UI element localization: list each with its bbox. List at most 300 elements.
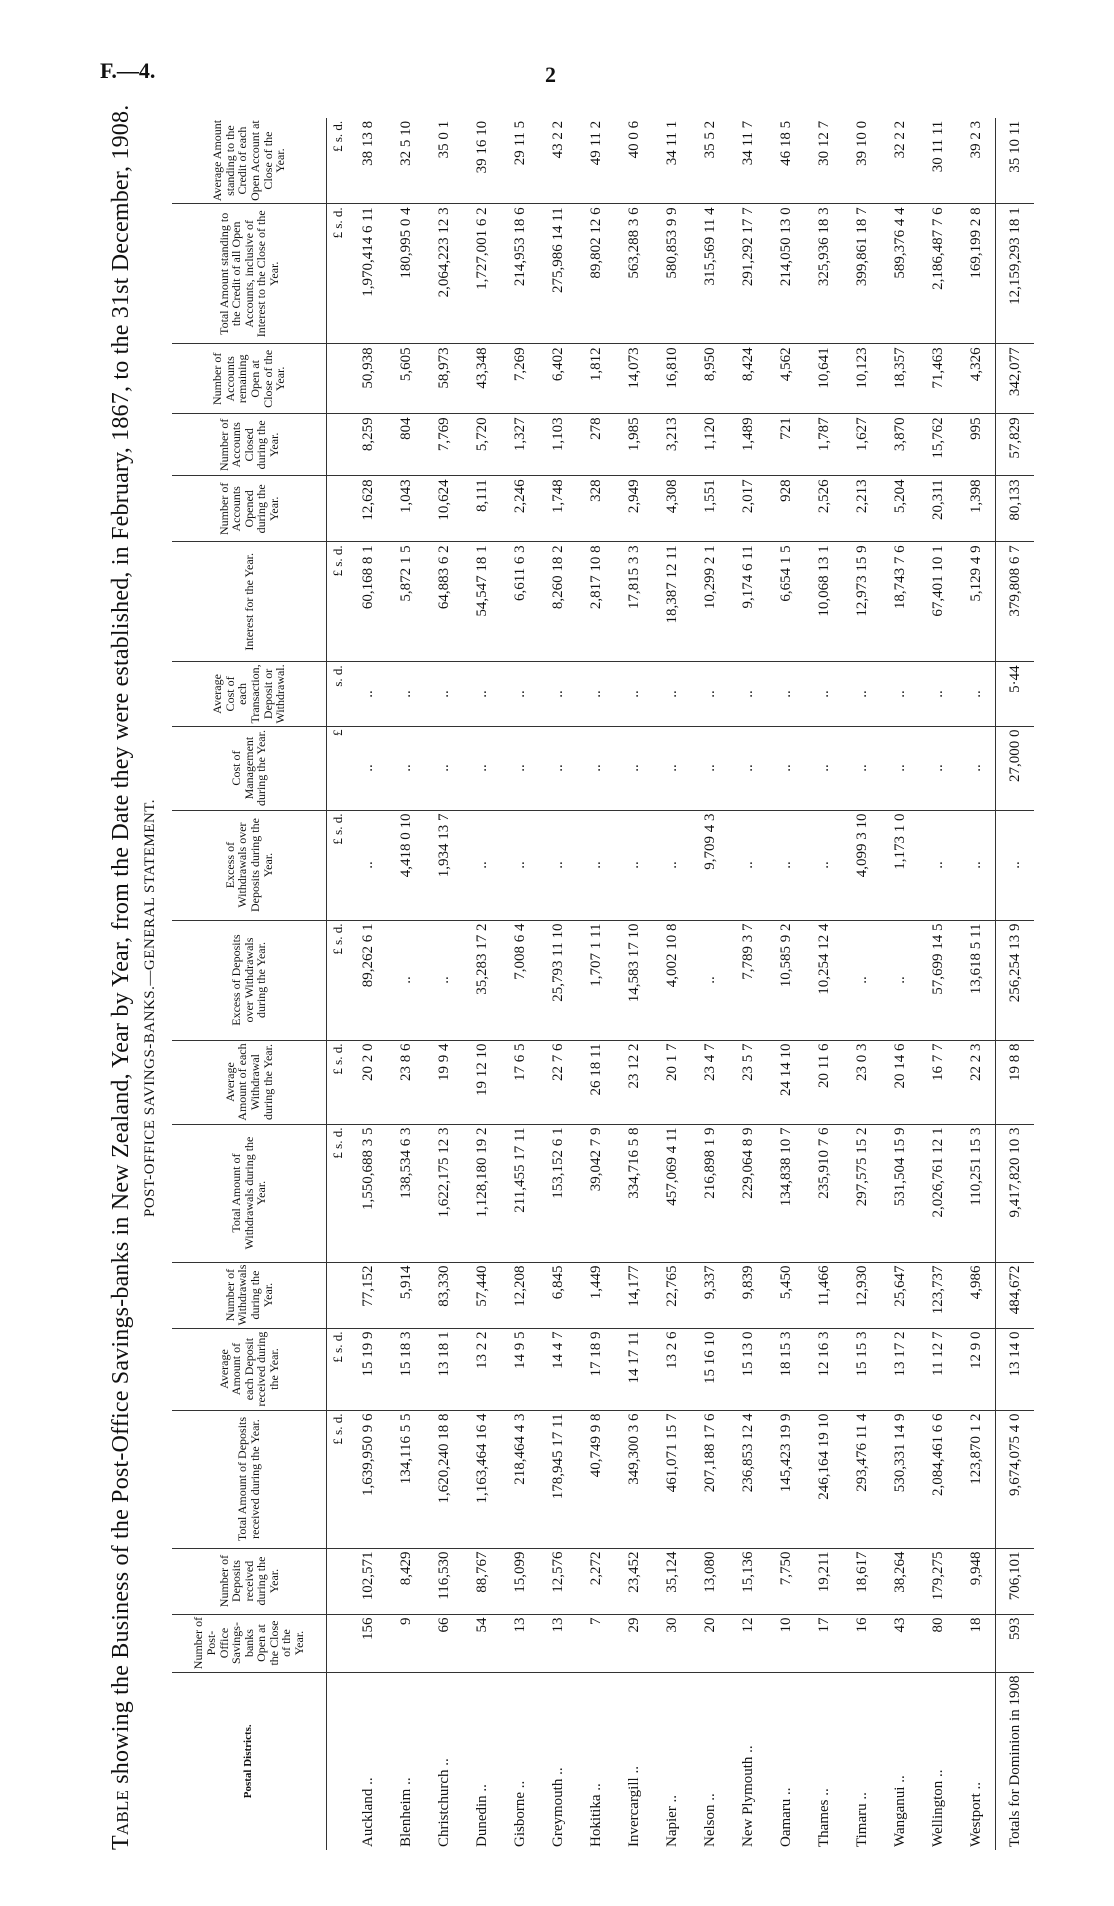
table-cell: 334,716 5 8: [615, 1124, 653, 1262]
table-cell: 5,720: [463, 414, 501, 476]
table-row: [919, 118, 957, 1850]
table-cell: 1,327: [501, 414, 539, 476]
table-row: [539, 118, 577, 1850]
table-cell: 49 11 2: [577, 118, 615, 204]
row-label: Nelson ..: [701, 1793, 718, 1847]
table-cell: 89,262 6 1: [349, 920, 387, 1040]
table-cell: 2,817 10 8: [577, 542, 615, 662]
row-label: Napier ..: [663, 1794, 680, 1847]
table-cell: 102,571: [349, 1548, 387, 1614]
table-cell: 2,246: [501, 476, 539, 542]
table-cell: 32 5 10: [387, 118, 425, 204]
table-row: [843, 118, 881, 1850]
table-cell: 13 17 2: [881, 1328, 919, 1410]
table-cell: 15,136: [729, 1548, 767, 1614]
table-cell: 6,611 6 3: [501, 542, 539, 662]
table-cell: 12,576: [539, 1548, 577, 1614]
table-cell: s. d.: [327, 662, 350, 726]
table-cell: 80: [919, 1614, 957, 1672]
table-cell: 46 18 5: [767, 118, 805, 204]
table-cell: ..: [691, 662, 729, 726]
table-cell: £ s. d.: [327, 1040, 350, 1124]
table-cell: 10,585 9 2: [767, 920, 805, 1040]
row-label: Invercargill ..: [625, 1766, 642, 1847]
table-cell: 169,199 2 8: [957, 204, 996, 344]
table-cell: 12,628: [349, 476, 387, 542]
table-cell: ..: [919, 810, 957, 920]
table-cell: 116,530: [425, 1548, 463, 1614]
table-cell: 50,938: [349, 344, 387, 414]
table-cell: 88,767: [463, 1548, 501, 1614]
table-cell: 38,264: [881, 1548, 919, 1614]
table-cell: 8,259: [349, 414, 387, 476]
table-cell: £ s. d.: [327, 204, 350, 344]
table-cell: 35,283 17 2: [463, 920, 501, 1040]
table-cell: 179,275: [919, 1548, 957, 1614]
table-cell: ..: [805, 810, 843, 920]
table-cell: 60,168 8 1: [349, 542, 387, 662]
table-cell: 22 7 6: [539, 1040, 577, 1124]
totals-row: [996, 118, 1035, 1850]
table-cell: 14 9 5: [501, 1328, 539, 1410]
table-cell: ..: [729, 810, 767, 920]
table-cell: 23 8 6: [387, 1040, 425, 1124]
table-cell: 8,111: [463, 476, 501, 542]
column-header: Number of Accounts Opened during the Year.: [172, 476, 327, 542]
table-cell: 145,423 19 9: [767, 1410, 805, 1548]
table-cell: 14,583 17 10: [615, 920, 653, 1040]
table-cell: 235,910 7 6: [805, 1124, 843, 1262]
table-cell: 5·44: [996, 662, 1035, 726]
table-cell: 20 14 6: [881, 1040, 919, 1124]
table-cell: ..: [501, 662, 539, 726]
table-row: [805, 118, 843, 1850]
table-cell: ..: [539, 810, 577, 920]
table-cell: 804: [387, 414, 425, 476]
table-cell: ..: [463, 662, 501, 726]
table-cell: ..: [577, 662, 615, 726]
row-label: Oamaru ..: [777, 1787, 794, 1847]
table-cell: 1,627: [843, 414, 881, 476]
table-cell: 26 18 11: [577, 1040, 615, 1124]
table-cell: 1,120: [691, 414, 729, 476]
table-cell: ..: [349, 810, 387, 920]
table-cell: 156: [349, 1614, 387, 1672]
table-cell: 138,534 6 3: [387, 1124, 425, 1262]
column-header: Average Amount of each Deposit received during the Year.: [172, 1328, 327, 1410]
table-cell: 1,812: [577, 344, 615, 414]
table-cell: ..: [501, 810, 539, 920]
table-cell: 23 4 7: [691, 1040, 729, 1124]
table-cell: 328: [577, 476, 615, 542]
row-label: Gisborne ..: [511, 1780, 528, 1847]
table-cell: 461,071 15 7: [653, 1410, 691, 1548]
table-cell: 23 0 3: [843, 1040, 881, 1124]
table-cell: £: [327, 726, 350, 810]
table-cell: 4,002 10 8: [653, 920, 691, 1040]
table-cell: [327, 1614, 350, 1672]
table-cell: 20,311: [919, 476, 957, 542]
table-cell: 7,769: [425, 414, 463, 476]
page-code: F.—4.: [100, 58, 156, 83]
table-row: [425, 118, 463, 1850]
table-cell: ..: [805, 662, 843, 726]
table-cell: 83,330: [425, 1262, 463, 1328]
table-cell: 64,883 6 2: [425, 542, 463, 662]
table-cell: 379,808 6 7: [996, 542, 1035, 662]
row-label: Thames ..: [815, 1788, 832, 1847]
table-cell: 89,802 12 6: [577, 204, 615, 344]
table-cell: 23 12 2: [615, 1040, 653, 1124]
row-label: Auckland ..: [359, 1777, 376, 1847]
table-subtitle: POST-OFFICE SAVINGS-BANKS.—GENERAL STATEMENT.: [142, 799, 158, 1218]
table-cell: 134,116 5 5: [387, 1410, 425, 1548]
table-cell: 123,870 1 2: [957, 1410, 996, 1548]
table-cell: 57,699 14 5: [919, 920, 957, 1040]
table-cell: 593: [996, 1614, 1035, 1672]
table-row: [691, 118, 729, 1850]
table-cell: 134,838 10 7: [767, 1124, 805, 1262]
table-title: [108, 104, 135, 1850]
table-cell: 12,159,293 18 1: [996, 204, 1035, 344]
table-cell: 1,551: [691, 476, 729, 542]
table-cell: 218,464 4 3: [501, 1410, 539, 1548]
table-cell: 39 16 10: [463, 118, 501, 204]
table-cell: 34 11 7: [729, 118, 767, 204]
table-cell: 19,211: [805, 1548, 843, 1614]
table-cell: 66: [425, 1614, 463, 1672]
units-row: [327, 118, 350, 1850]
table-cell: 5,914: [387, 1262, 425, 1328]
table-cell: 291,292 17 7: [729, 204, 767, 344]
table-cell: 325,936 18 3: [805, 204, 843, 344]
table-cell: 1,550,688 3 5: [349, 1124, 387, 1262]
table-cell: 4,562: [767, 344, 805, 414]
table-cell: [327, 1262, 350, 1328]
table-cell: 10,641: [805, 344, 843, 414]
table-cell: 18: [957, 1614, 996, 1672]
table-cell: 5,872 1 5: [387, 542, 425, 662]
table-cell: ..: [957, 810, 996, 920]
table-cell: 39 2 3: [957, 118, 996, 204]
table-cell: 6,402: [539, 344, 577, 414]
table-cell: ..: [767, 726, 805, 810]
table-cell: 2,186,487 7 6: [919, 204, 957, 344]
table-cell: 10,254 12 4: [805, 920, 843, 1040]
table-cell: [327, 1548, 350, 1614]
table-cell: 6,845: [539, 1262, 577, 1328]
table-row: [957, 118, 996, 1850]
table-body: [327, 118, 1035, 1850]
table-cell: 10,624: [425, 476, 463, 542]
table-cell: 12 9 0: [957, 1328, 996, 1410]
table-cell: 29: [615, 1614, 653, 1672]
table-cell: 14,177: [615, 1262, 653, 1328]
table-cell: 15 15 3: [843, 1328, 881, 1410]
table-cell: ..: [843, 920, 881, 1040]
column-header: Total Amount of Withdrawals during the Year.: [172, 1124, 327, 1262]
table-cell: ..: [387, 662, 425, 726]
table-cell: 40,749 9 8: [577, 1410, 615, 1548]
table-cell: ..: [805, 726, 843, 810]
row-label: Wellington ..: [929, 1769, 946, 1847]
table-cell: 71,463: [919, 344, 957, 414]
table-cell: ..: [653, 662, 691, 726]
table-cell: 1,622,175 12 3: [425, 1124, 463, 1262]
table-cell: 123,737: [919, 1262, 957, 1328]
table-cell: 1,128,180 19 2: [463, 1124, 501, 1262]
table-cell: 293,476 11 4: [843, 1410, 881, 1548]
table-cell: ..: [577, 810, 615, 920]
table-cell: 17: [805, 1614, 843, 1672]
table-cell: 43 2 2: [539, 118, 577, 204]
table-cell: 1,489: [729, 414, 767, 476]
table-cell: 1,707 1 11: [577, 920, 615, 1040]
table-cell: 57,440: [463, 1262, 501, 1328]
table-cell: 530,331 14 9: [881, 1410, 919, 1548]
table-cell: 721: [767, 414, 805, 476]
table-cell: ..: [653, 726, 691, 810]
table-cell: 16 7 7: [919, 1040, 957, 1124]
table-cell: 1,620,240 18 8: [425, 1410, 463, 1548]
table-cell: 256,254 13 9: [996, 920, 1035, 1040]
table-cell: [327, 414, 350, 476]
table-cell: 1,787: [805, 414, 843, 476]
table-cell: ..: [996, 810, 1035, 920]
table-cell: 5,605: [387, 344, 425, 414]
table-cell: 40 0 6: [615, 118, 653, 204]
table-cell: 18,617: [843, 1548, 881, 1614]
table-cell: 43,348: [463, 344, 501, 414]
table-cell: £ s. d.: [327, 1410, 350, 1548]
table-cell: 1,043: [387, 476, 425, 542]
table-cell: 3,870: [881, 414, 919, 476]
table-cell: 4,418 0 10: [387, 810, 425, 920]
table-cell: 25,647: [881, 1262, 919, 1328]
table-cell: 9,174 6 11: [729, 542, 767, 662]
table-cell: ..: [729, 662, 767, 726]
column-header: Number of Withdrawals during the Year.: [172, 1262, 327, 1328]
table-cell: 706,101: [996, 1548, 1035, 1614]
table-cell: 246,164 19 10: [805, 1410, 843, 1548]
table-cell: 928: [767, 476, 805, 542]
table-cell: 9: [387, 1614, 425, 1672]
row-label: [327, 1672, 350, 1850]
table-cell: 5,450: [767, 1262, 805, 1328]
row-label: Timaru ..: [853, 1792, 870, 1847]
page-number: 2: [545, 62, 556, 87]
table-cell: 43: [881, 1614, 919, 1672]
table-cell: £ s. d.: [327, 1124, 350, 1262]
column-header: Number of Post-Office Savings-banks Open at the Close of the Year.: [172, 1614, 327, 1672]
row-label: Totals for Dominion in 1908: [996, 1672, 1035, 1850]
row-label: Blenheim ..: [397, 1777, 414, 1847]
column-header: Average Amount of each Withdrawal during the Year.: [172, 1040, 327, 1124]
table-cell: 4,326: [957, 344, 996, 414]
table-cell: ..: [349, 662, 387, 726]
table-cell: 10,299 2 1: [691, 542, 729, 662]
table-cell: 12,930: [843, 1262, 881, 1328]
table-cell: 12: [729, 1614, 767, 1672]
table-cell: £ s. d.: [327, 118, 350, 204]
table-cell: 13 2 6: [653, 1328, 691, 1410]
table-cell: 7,269: [501, 344, 539, 414]
table-cell: 25,793 11 10: [539, 920, 577, 1040]
table-row: [501, 118, 539, 1850]
table-row: [463, 118, 501, 1850]
table-cell: 20 2 0: [349, 1040, 387, 1124]
column-header: Average Cost of each Transaction, Deposit or Withdrawal.: [172, 662, 327, 726]
table-cell: 2,949: [615, 476, 653, 542]
table-cell: ..: [539, 662, 577, 726]
table-title-text: showing the Business of the Post-Office Savings-banks in New Zealand, Year by Year, from the Date they were established, in February, 1867, to the 31st December, 1908.: [108, 104, 134, 1790]
table-cell: 15,762: [919, 414, 957, 476]
table-cell: ..: [425, 726, 463, 810]
table-cell: 2,017: [729, 476, 767, 542]
column-header: Excess of Withdrawals over Deposits during the Year.: [172, 810, 327, 920]
table-cell: 5,129 4 9: [957, 542, 996, 662]
table-cell: 12,973 15 9: [843, 542, 881, 662]
table-cell: 18,743 7 6: [881, 542, 919, 662]
table-cell: £ s. d.: [327, 1328, 350, 1410]
table-cell: 995: [957, 414, 996, 476]
table-cell: 563,288 3 6: [615, 204, 653, 344]
table-cell: 214,050 13 0: [767, 204, 805, 344]
table-cell: 3,213: [653, 414, 691, 476]
table-cell: 1,970,414 6 11: [349, 204, 387, 344]
table-cell: 18,357: [881, 344, 919, 414]
table-cell: 23,452: [615, 1548, 653, 1614]
table-cell: ..: [539, 726, 577, 810]
table-cell: 27,000 0: [996, 726, 1035, 810]
table-cell: ..: [881, 726, 919, 810]
table-cell: 6,654 1 5: [767, 542, 805, 662]
table-cell: 13,080: [691, 1548, 729, 1614]
table-cell: 15,099: [501, 1548, 539, 1614]
table-cell: 20: [691, 1614, 729, 1672]
column-header: Average Amount standing to the Credit of each Open Account at Close of the Year.: [172, 118, 327, 204]
table-cell: 9,417,820 10 3: [996, 1124, 1035, 1262]
table-cell: 13: [501, 1614, 539, 1672]
table-cell: 531,504 15 9: [881, 1124, 919, 1262]
table-cell: 17,815 3 3: [615, 542, 653, 662]
table-cell: ..: [767, 810, 805, 920]
table-cell: 19 9 4: [425, 1040, 463, 1124]
table-cell: 4,986: [957, 1262, 996, 1328]
table-cell: 14 17 11: [615, 1328, 653, 1410]
table-cell: 38 13 8: [349, 118, 387, 204]
table-cell: ..: [615, 810, 653, 920]
table-cell: ..: [349, 726, 387, 810]
table-cell: 236,853 12 4: [729, 1410, 767, 1548]
table-cell: ..: [729, 726, 767, 810]
table-cell: ..: [425, 662, 463, 726]
row-label: Westport ..: [967, 1781, 984, 1847]
table-cell: 8,424: [729, 344, 767, 414]
table-cell: 8,429: [387, 1548, 425, 1614]
table-cell: 2,026,761 12 1: [919, 1124, 957, 1262]
table-cell: 54,547 18 1: [463, 542, 501, 662]
table-cell: 12,208: [501, 1262, 539, 1328]
row-label: Dunedin ..: [473, 1784, 490, 1847]
column-header: Postal Districts.: [172, 1672, 327, 1850]
row-label: Christchurch ..: [435, 1758, 452, 1847]
table-cell: 178,945 17 11: [539, 1410, 577, 1548]
table-cell: 2,272: [577, 1548, 615, 1614]
table-row: [349, 118, 387, 1850]
column-header: Excess of Deposits over Withdrawals during the Year.: [172, 920, 327, 1040]
table-cell: 11,466: [805, 1262, 843, 1328]
table-cell: 10,123: [843, 344, 881, 414]
table-cell: 13 18 1: [425, 1328, 463, 1410]
table-cell: 15 13 0: [729, 1328, 767, 1410]
rotated-table-block: [108, 104, 1114, 1868]
table-cell: 20 1 7: [653, 1040, 691, 1124]
table-cell: ..: [881, 920, 919, 1040]
table-cell: 13 2 2: [463, 1328, 501, 1410]
table-cell: 1,934 13 7: [425, 810, 463, 920]
table-row: [653, 118, 691, 1850]
table-cell: 9,839: [729, 1262, 767, 1328]
table-cell: 342,077: [996, 344, 1035, 414]
table-cell: 10,068 13 1: [805, 542, 843, 662]
table-cell: 23 5 7: [729, 1040, 767, 1124]
table-cell: 9,337: [691, 1262, 729, 1328]
table-cell: 7,008 6 4: [501, 920, 539, 1040]
table-cell: 2,084,461 6 6: [919, 1410, 957, 1548]
column-header: Cost of Management during the Year.: [172, 726, 327, 810]
table-row: [881, 118, 919, 1850]
table-cell: 315,569 11 4: [691, 204, 729, 344]
savings-bank-table: [172, 118, 1034, 1850]
column-header: Total Amount standing to the Credit of all Open Accounts, inclusive of Interest to the Close of the Year.: [172, 204, 327, 344]
table-cell: 8,260 18 2: [539, 542, 577, 662]
table-cell: 67,401 10 1: [919, 542, 957, 662]
table-cell: 57,829: [996, 414, 1035, 476]
table-cell: 29 11 5: [501, 118, 539, 204]
table-cell: ..: [691, 726, 729, 810]
table-cell: ..: [957, 726, 996, 810]
table-cell: 30 12 7: [805, 118, 843, 204]
table-cell: £ s. d.: [327, 542, 350, 662]
row-label: Wanganui ..: [891, 1775, 908, 1847]
table-cell: 19 12 10: [463, 1040, 501, 1124]
table-cell: 15 19 9: [349, 1328, 387, 1410]
table-cell: 7,750: [767, 1548, 805, 1614]
table-cell: ..: [691, 920, 729, 1040]
table-cell: 11 12 7: [919, 1328, 957, 1410]
table-cell: 457,069 4 11: [653, 1124, 691, 1262]
table-cell: ..: [843, 662, 881, 726]
table-cell: 110,251 15 3: [957, 1124, 996, 1262]
table-cell: 15 18 3: [387, 1328, 425, 1410]
table-cell: ..: [501, 726, 539, 810]
table-cell: 14,073: [615, 344, 653, 414]
table-cell: ..: [615, 662, 653, 726]
table-cell: 19 8 8: [996, 1040, 1035, 1124]
table-cell: 1,449: [577, 1262, 615, 1328]
table-cell: 9,709 4 3: [691, 810, 729, 920]
table-cell: 77,152: [349, 1262, 387, 1328]
table-cell: ..: [919, 662, 957, 726]
table-row: [615, 118, 653, 1850]
table-cell: [327, 344, 350, 414]
table-cell: ..: [653, 810, 691, 920]
table-cell: 278: [577, 414, 615, 476]
table-cell: 216,898 1 9: [691, 1124, 729, 1262]
table-cell: 1,103: [539, 414, 577, 476]
table-cell: 13,618 5 11: [957, 920, 996, 1040]
